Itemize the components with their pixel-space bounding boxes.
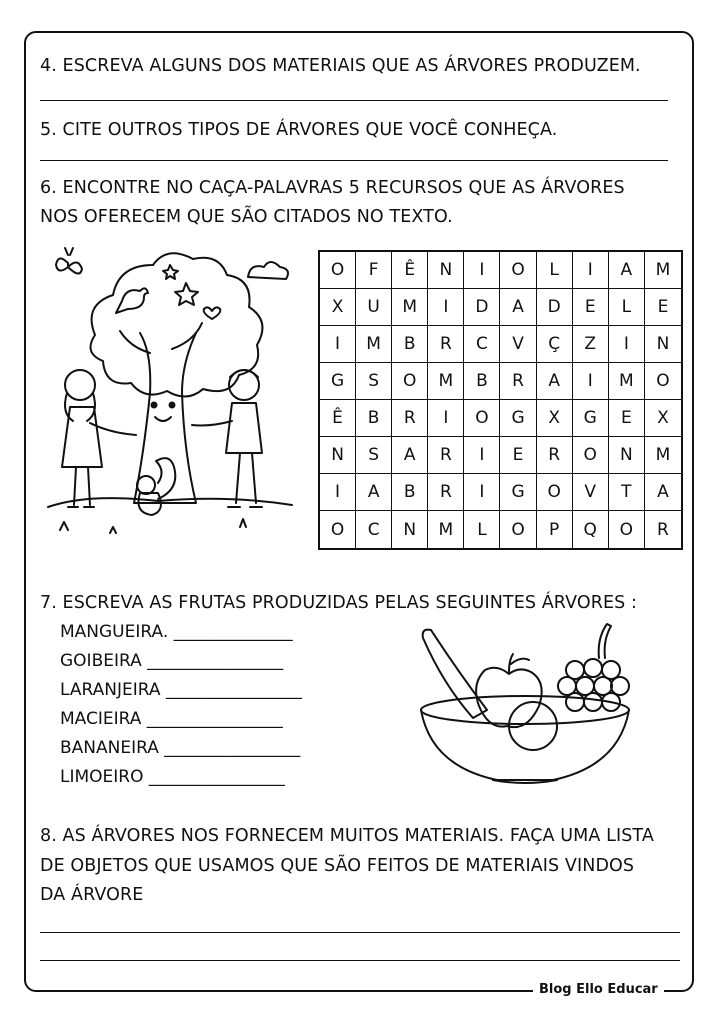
answer-line-q4[interactable] xyxy=(40,100,668,101)
word-search-cell[interactable]: B xyxy=(464,363,500,400)
word-search-cell[interactable]: C xyxy=(464,326,500,363)
word-search-cell[interactable]: O xyxy=(573,437,609,474)
word-search-cell[interactable]: I xyxy=(428,400,464,437)
word-search-cell[interactable]: M xyxy=(356,326,392,363)
word-search-cell[interactable]: I xyxy=(320,326,356,363)
word-search-cell[interactable]: G xyxy=(320,363,356,400)
word-search-cell[interactable]: M xyxy=(645,252,681,289)
word-search-cell[interactable]: Ê xyxy=(320,400,356,437)
word-search-cell[interactable]: F xyxy=(356,252,392,289)
word-search-cell[interactable]: X xyxy=(537,400,573,437)
word-search-cell[interactable]: A xyxy=(537,363,573,400)
word-search-cell[interactable]: R xyxy=(428,326,464,363)
footer-credit: Blog Ello Educar xyxy=(533,982,664,997)
word-search-cell[interactable]: G xyxy=(500,474,536,511)
word-search-cell[interactable]: L xyxy=(609,289,645,326)
word-search-cell[interactable]: R xyxy=(392,400,428,437)
word-search-cell[interactable]: I xyxy=(573,252,609,289)
word-search-cell[interactable]: R xyxy=(428,474,464,511)
fruit-tree-mangueira[interactable]: MANGUEIRA. ______________ xyxy=(60,622,293,642)
fruit-tree-macieira[interactable]: MACIEIRA ________________ xyxy=(60,709,283,729)
fruit-bowl-illustration xyxy=(415,618,645,788)
fruit-tree-goibeira[interactable]: GOIBEIRA ________________ xyxy=(60,651,284,671)
word-search-cell[interactable]: C xyxy=(356,511,392,548)
tree-kids-illustration xyxy=(40,245,300,545)
word-search-cell[interactable]: I xyxy=(428,289,464,326)
word-search-cell[interactable]: R xyxy=(428,437,464,474)
word-search-cell[interactable]: R xyxy=(537,437,573,474)
word-search-cell[interactable]: I xyxy=(609,326,645,363)
word-search-cell[interactable]: R xyxy=(657,519,669,540)
word-search-cell[interactable]: O xyxy=(320,252,356,289)
word-search-cell[interactable]: R xyxy=(500,363,536,400)
word-search-cell[interactable]: A xyxy=(500,289,536,326)
word-search-cell[interactable]: A xyxy=(645,474,681,511)
word-search-cell[interactable]: O xyxy=(645,363,681,400)
word-search-cell[interactable]: P xyxy=(537,511,573,548)
word-search-cell[interactable]: L xyxy=(537,252,573,289)
word-search-cell[interactable]: X xyxy=(645,400,681,437)
word-search-cell[interactable]: E xyxy=(609,400,645,437)
word-search-cell[interactable]: N xyxy=(392,511,428,548)
word-search-cell[interactable]: M xyxy=(428,511,464,548)
word-search-cell[interactable]: I xyxy=(573,363,609,400)
word-search-cell[interactable]: A xyxy=(356,474,392,511)
word-search-cell[interactable]: I xyxy=(320,474,356,511)
fruit-tree-laranjeira[interactable]: LARANJEIRA ________________ xyxy=(60,680,302,700)
word-search-cell[interactable]: B xyxy=(356,400,392,437)
fruit-tree-bananeira[interactable]: BANANEIRA ________________ xyxy=(60,738,301,758)
word-search-cell[interactable]: N xyxy=(320,437,356,474)
word-search-cell[interactable]: T xyxy=(609,474,645,511)
word-search-cell[interactable]: V xyxy=(500,326,536,363)
word-search-cell[interactable]: A xyxy=(392,437,428,474)
word-search-cell[interactable]: S xyxy=(356,363,392,400)
question-5: 5. CITE OUTROS TIPOS DE ÁRVORES QUE VOCÊ CONHEÇA. xyxy=(40,120,558,140)
question-6-line-1: 6. ENCONTRE NO CAÇA-PALAVRAS 5 RECURSOS QUE AS ÁRVORES xyxy=(40,178,625,198)
word-search-cell[interactable]: I xyxy=(464,252,500,289)
word-search-cell[interactable]: I xyxy=(464,474,500,511)
word-search-cell[interactable]: O xyxy=(500,511,536,548)
question-7: 7. ESCREVA AS FRUTAS PRODUZIDAS PELAS SEGUINTES ÁRVORES : xyxy=(40,593,638,613)
word-search-cell[interactable]: S xyxy=(356,437,392,474)
word-search-cell[interactable]: M xyxy=(609,363,645,400)
word-search-cell[interactable]: E xyxy=(573,289,609,326)
word-search-cell[interactable]: B xyxy=(392,474,428,511)
word-search-cell[interactable]: V xyxy=(573,474,609,511)
word-search-cell[interactable]: X xyxy=(320,289,356,326)
answer-line-q5[interactable] xyxy=(40,160,668,161)
answer-line-q8-1[interactable] xyxy=(40,932,680,933)
word-search-cell[interactable]: L xyxy=(464,511,500,548)
word-search-cell[interactable]: A xyxy=(609,252,645,289)
word-search-cell[interactable]: U xyxy=(356,289,392,326)
word-search-cell[interactable]: O xyxy=(392,363,428,400)
fruit-tree-limoeiro[interactable]: LIMOEIRO ________________ xyxy=(60,767,285,787)
word-search-cell[interactable]: D xyxy=(464,289,500,326)
question-8-line-2: DE OBJETOS QUE USAMOS QUE SÃO FEITOS DE MATERIAIS VINDOS xyxy=(40,856,635,876)
answer-line-q8-2[interactable] xyxy=(40,960,680,961)
word-search-cell[interactable]: I xyxy=(464,437,500,474)
word-search-cell[interactable]: M xyxy=(645,437,681,474)
word-search-cell[interactable]: G xyxy=(573,400,609,437)
word-search-cell[interactable]: O xyxy=(464,400,500,437)
word-search-cell[interactable]: E xyxy=(645,289,681,326)
word-search-cell[interactable]: Ç xyxy=(537,326,573,363)
question-8-line-1: 8. AS ÁRVORES NOS FORNECEM MUITOS MATERIAIS. FAÇA UMA LISTA xyxy=(40,826,654,846)
word-search-cell[interactable]: M xyxy=(392,289,428,326)
word-search-cell[interactable]: Ê xyxy=(392,252,428,289)
question-4: 4. ESCREVA ALGUNS DOS MATERIAIS QUE AS ÁRVORES PRODUZEM. xyxy=(40,56,641,76)
word-search-cell[interactable]: E xyxy=(500,437,536,474)
word-search-cell[interactable]: N xyxy=(428,252,464,289)
question-8-line-3: DA ÁRVORE xyxy=(40,885,144,905)
word-search-cell[interactable]: G xyxy=(500,400,536,437)
word-search-cell[interactable]: Z xyxy=(573,326,609,363)
word-search-cell[interactable]: D xyxy=(537,289,573,326)
word-search-cell[interactable]: O xyxy=(500,252,536,289)
word-search-cell[interactable]: O xyxy=(320,511,356,548)
word-search-cell[interactable]: M xyxy=(428,363,464,400)
word-search-cell[interactable]: N xyxy=(609,437,645,474)
word-search-cell[interactable]: N xyxy=(645,326,681,363)
question-6-line-2: NOS OFERECEM QUE SÃO CITADOS NO TEXTO. xyxy=(40,207,453,227)
word-search-cell[interactable]: Q xyxy=(573,511,609,548)
word-search-cell[interactable]: O xyxy=(537,474,573,511)
word-search-grid[interactable] xyxy=(318,250,683,550)
word-search-cell[interactable]: O xyxy=(609,511,645,548)
word-search-cell[interactable]: B xyxy=(392,326,428,363)
